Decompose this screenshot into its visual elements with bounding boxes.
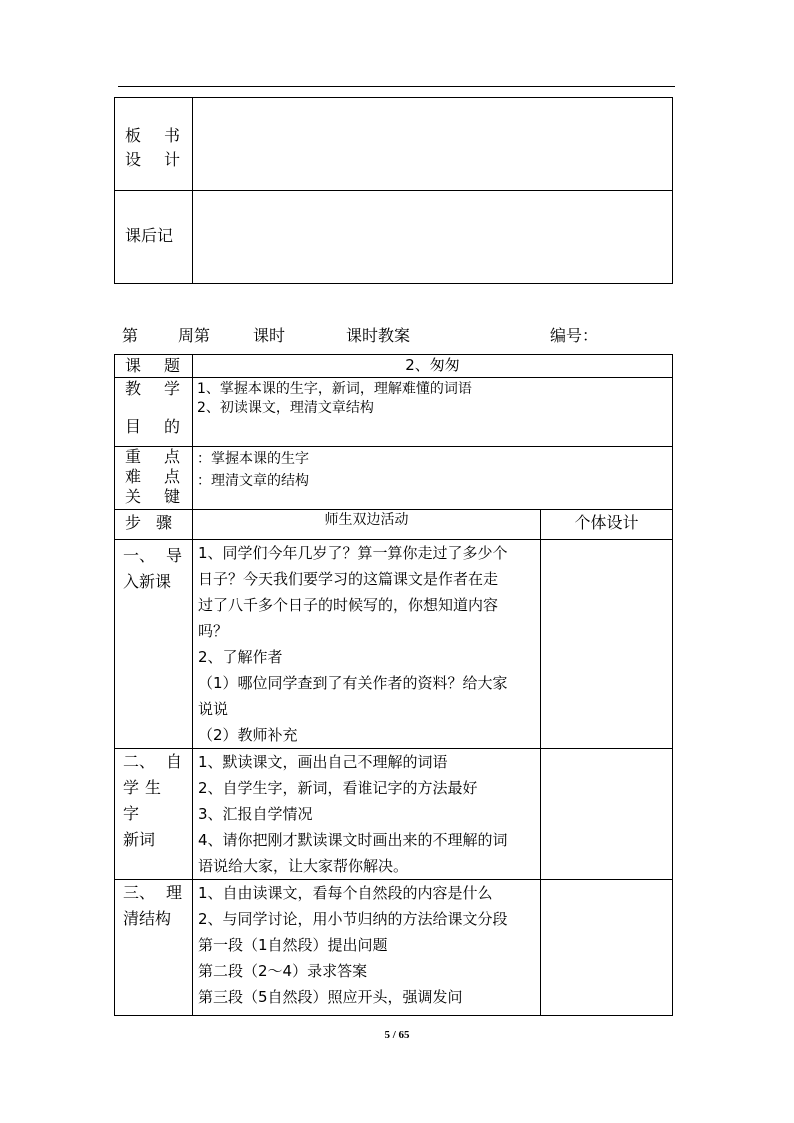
topic-cell [193, 355, 673, 378]
step2-line-4: 4、请你把刚才默读课文时画出来的不理解的词 [198, 831, 508, 849]
step1-activity-cell [193, 540, 541, 749]
step3-label-b: 理 [165, 883, 182, 902]
topic-label-cell [115, 355, 193, 378]
step3-label-cell [115, 880, 193, 1016]
lesson-header-line [122, 323, 602, 345]
week-zhou-di: 周第 [178, 326, 211, 345]
step-header-cell [115, 510, 193, 540]
keys-cell [193, 447, 673, 510]
key-label-2a: 难 [125, 467, 142, 486]
step2-label-b: 自 [165, 752, 182, 771]
goal-label-1a: 教 [125, 379, 142, 398]
after-class-content-cell [193, 191, 673, 284]
goal-label-2b: 的 [163, 417, 180, 436]
step3-line-5: 第三段（5自然段）照应开头，强调发问 [198, 988, 463, 1006]
step2-label-a: 二、 [123, 752, 156, 771]
step2-line-5: 语说给大家，让大家帮你解决。 [198, 857, 409, 875]
key-label-3b: 键 [163, 487, 180, 506]
after-class-label: 课后记 [125, 226, 174, 245]
design-header-cell [541, 510, 673, 540]
board-design-table [114, 97, 673, 284]
after-class-label-cell [115, 191, 193, 284]
week-bianhao: 编号： [550, 326, 599, 345]
step-header-b: 骤 [155, 513, 172, 532]
board-label-1b: 书 [163, 126, 180, 145]
week-di: 第 [122, 326, 139, 345]
key-label-cell [115, 447, 193, 510]
key-label-2b: 点 [163, 467, 180, 486]
step2-line-1: 1、默读课文，画出自己不理解的词语 [198, 753, 448, 771]
step3-design-cell [541, 880, 673, 1016]
topic-label-b: 题 [163, 356, 180, 375]
step3-line-4: 第二段（2～4）录求答案 [198, 962, 368, 980]
activity-header: 师生双边活动 [324, 512, 409, 528]
goal-label-1b: 学 [163, 379, 180, 398]
step3-activity-cell [193, 880, 541, 1016]
page-number: 5 / 65 [384, 1029, 410, 1041]
board-label-2b: 计 [163, 150, 180, 169]
board-design-content-cell [193, 98, 673, 191]
goal-label-2a: 目 [125, 417, 142, 436]
step1-line-7: 说说 [198, 700, 229, 718]
activity-header-cell [193, 510, 541, 540]
board-label-1a: 板 [125, 126, 142, 145]
step1-label-a: 一、 [123, 546, 156, 565]
step1-label-line2: 入新课 [123, 572, 172, 591]
step1-line-8: （2）教师补充 [198, 726, 298, 744]
step2-design-cell [541, 749, 673, 880]
step3-label-line2: 清结构 [123, 909, 172, 928]
step1-line-4: 吗？ [198, 622, 229, 640]
key-label-1b: 点 [163, 447, 180, 466]
key-2: ：理清文章的结构 [197, 473, 309, 489]
step1-line-5: 2、了解作者 [198, 648, 283, 666]
step1-line-2: 日子？今天我们要学习的这篇课文是作者在走 [198, 570, 499, 588]
step2-label-line3: 新词 [123, 830, 156, 849]
goal-1: 1、掌握本课的生字，新词，理解难懂的词语 [197, 381, 472, 397]
step3-label-a: 三、 [123, 883, 156, 902]
step3-line-1: 1、自由读课文，看每个自然段的内容是什么 [198, 884, 493, 902]
step1-label-cell [115, 540, 193, 749]
lesson-plan-table [114, 354, 673, 1016]
step3-line-2: 2、与同学讨论，用小节归纳的方法给课文分段 [198, 910, 508, 928]
topic-label-a: 课 [125, 356, 142, 375]
key-label-3a: 关 [125, 487, 142, 506]
step1-line-6: （1）哪位同学查到了有关作者的资料？给大家 [198, 674, 508, 692]
step2-line-3: 3、汇报自学情况 [198, 805, 313, 823]
header-rule [118, 86, 675, 87]
week-keshi: 课时 [253, 326, 286, 345]
board-design-label-cell [115, 98, 193, 191]
design-header: 个体设计 [574, 513, 639, 532]
step2-label-line2: 学生字 [123, 778, 168, 823]
step1-design-cell [541, 540, 673, 749]
step2-activity-cell [193, 749, 541, 880]
board-label-2a: 设 [125, 150, 142, 169]
key-1: ：掌握本课的生字 [197, 451, 309, 467]
key-label-1a: 重 [125, 447, 142, 466]
step2-label-cell [115, 749, 193, 880]
step-header-a: 步 [125, 513, 142, 532]
goal-2: 2、初读课文，理清文章结构 [197, 400, 374, 416]
week-title: 课时教案 [346, 326, 411, 345]
step1-label-b: 导 [165, 546, 182, 565]
goal-label-cell [115, 378, 193, 447]
goals-cell [193, 378, 673, 447]
step1-line-3: 过了八千多个日子的时候写的，你想知道内容 [198, 596, 499, 614]
lesson-topic: 2、匆匆 [405, 356, 460, 374]
step3-line-3: 第一段（1自然段）提出问题 [198, 936, 388, 954]
step1-line-1: 1、同学们今年几岁了？算一算你走过了多少个 [198, 544, 508, 562]
step2-line-2: 2、自学生字，新词，看谁记字的方法最好 [198, 779, 478, 797]
